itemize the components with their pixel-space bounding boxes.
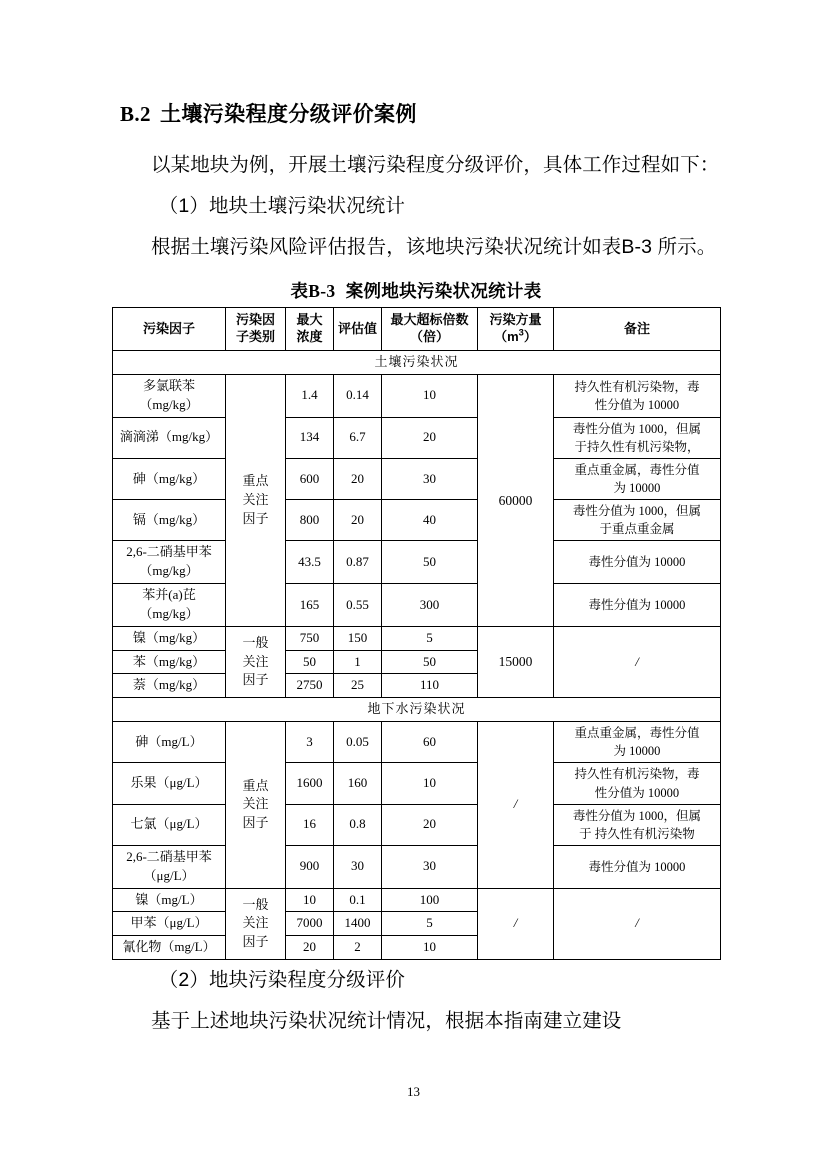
intro-paragraph: 以某地块为例，开展土壤污染程度分级评价，具体工作过程如下： [151, 154, 720, 177]
header-pollution-volume: 污染方量 $(m^3)$ [478, 308, 554, 351]
factor-category-line: 因子 [242, 510, 269, 526]
cell-assessment-value: 0.14 [334, 374, 382, 417]
cell-remark [554, 374, 721, 417]
cell-remark [554, 500, 721, 541]
cell-factor-category [226, 626, 286, 698]
remark-line: / [635, 653, 639, 669]
cell-assessment-value: 160 [334, 763, 382, 804]
factor-name-line: 萘（mg/kg） [132, 677, 206, 693]
cell-factor-name [113, 417, 226, 458]
factor-name-line: 砷（mg/L） [135, 733, 203, 749]
cell-max-concentration: 900 [286, 845, 334, 888]
cell-pollution-volume: / [478, 722, 554, 888]
remark-line: 于 持久性有机污染物 [579, 826, 695, 841]
cell-assessment-value: 150 [334, 626, 382, 650]
cell-factor-name [113, 936, 226, 960]
cell-max-exceedance: 30 [382, 458, 478, 499]
cell-remark [554, 763, 721, 804]
cell-remark [554, 458, 721, 499]
cell-factor-name [113, 888, 226, 912]
table-header-row [113, 308, 721, 351]
page-number: 13 [407, 1084, 420, 1099]
cell-assessment-value: 20 [334, 458, 382, 499]
cell-factor-name [113, 912, 226, 936]
header-assessment-value: 评估值 [334, 308, 382, 351]
header-volume-unit: $(m^3)$ [494, 327, 537, 345]
remark-line: 持久性有机污染物，毒 [574, 379, 700, 394]
cell-max-exceedance: 300 [382, 584, 478, 627]
factor-name-line: 甲苯（μg/L） [130, 915, 208, 931]
remark-line: 为 10000 [613, 744, 661, 759]
factor-category-line: 因子 [242, 934, 269, 950]
factor-category-line: 关注 [242, 653, 269, 669]
table-section-row [113, 351, 721, 375]
remark-line: 毒性分值为 10000 [588, 555, 686, 570]
cell-max-exceedance: 10 [382, 936, 478, 960]
cell-assessment-value: 25 [334, 674, 382, 698]
cell-max-exceedance: 100 [382, 888, 478, 912]
table-row [113, 541, 721, 584]
cell-max-exceedance: 110 [382, 674, 478, 698]
table-row [113, 763, 721, 804]
cell-factor-category [226, 888, 286, 960]
step2-title: （2）地块污染程度分级评价 [158, 969, 405, 992]
cell-factor-name [113, 650, 226, 674]
cell-factor-name [113, 500, 226, 541]
remark-line: 性分值为 10000 [594, 785, 680, 800]
cell-max-concentration: 800 [286, 500, 334, 541]
remark-line: 性分值为 10000 [594, 397, 680, 412]
remark-line: 毒性分值为 1000，但属 [572, 808, 702, 823]
factor-category-line: 因子 [242, 815, 269, 831]
cell-factor-name [113, 374, 226, 417]
cell-assessment-value: 0.8 [334, 804, 382, 845]
cell-factor-name [113, 584, 226, 627]
table-caption [112, 278, 720, 303]
cell-pollution-volume: 60000 [478, 374, 554, 626]
factor-name-line: （mg/kg） [139, 396, 199, 412]
cell-max-concentration: 165 [286, 584, 334, 627]
table-body [113, 351, 721, 960]
cell-max-concentration: 600 [286, 458, 334, 499]
cell-max-exceedance: 5 [382, 912, 478, 936]
step1-body: 根据土壤污染风险评估报告，该地块污染状况统计如表B-3 所示。 [151, 236, 717, 259]
cell-remark [554, 541, 721, 584]
factor-name-line: 乐果（μg/L） [130, 775, 208, 791]
remark-line: 毒性分值为 1000，但属 [572, 504, 702, 519]
cell-max-concentration: 16 [286, 804, 334, 845]
factor-category-line: 因子 [242, 672, 269, 688]
cell-max-concentration: 750 [286, 626, 334, 650]
remark-line: / [635, 915, 639, 931]
table-row [113, 722, 721, 763]
remark-line: 于重点重金属 [599, 522, 675, 537]
cell-max-concentration: 3 [286, 722, 334, 763]
cell-max-exceedance: 60 [382, 722, 478, 763]
factor-name-line: 镉（mg/kg） [132, 511, 206, 527]
pollution-statistics-table [112, 307, 721, 960]
section-number: B.2 [120, 102, 151, 126]
cell-max-exceedance: 50 [382, 541, 478, 584]
cell-pollution-volume: 15000 [478, 626, 554, 698]
cell-assessment-value: 30 [334, 845, 382, 888]
cell-factor-category [226, 374, 286, 626]
cell-max-concentration: 43.5 [286, 541, 334, 584]
table-row [113, 374, 721, 417]
cell-remark [554, 584, 721, 627]
factor-name-line: 苯并(a)芘 [142, 587, 196, 603]
factor-name-line: 镍（mg/kg） [132, 629, 206, 645]
factor-name-line: （mg/kg） [139, 563, 199, 579]
table-row [113, 417, 721, 458]
cell-factor-name [113, 804, 226, 845]
cell-max-exceedance: 40 [382, 500, 478, 541]
factor-name-line: 砷（mg/kg） [132, 470, 206, 486]
table-row [113, 626, 721, 650]
cell-max-concentration: 10 [286, 888, 334, 912]
cell-assessment-value: 20 [334, 500, 382, 541]
cell-factor-name [113, 458, 226, 499]
table-row [113, 804, 721, 845]
factor-name-line: 2,6-二硝基甲苯 [126, 848, 212, 864]
cell-assessment-value: 0.55 [334, 584, 382, 627]
cell-max-exceedance: 20 [382, 804, 478, 845]
cell-max-concentration: 2750 [286, 674, 334, 698]
factor-name-line: （mg/kg） [139, 605, 199, 621]
section-title-text: 土壤污染程度分级评价案例 [159, 103, 417, 126]
factor-name-line: 氰化物（mg/L） [122, 939, 216, 955]
cell-remark [554, 417, 721, 458]
cell-max-concentration: 50 [286, 650, 334, 674]
section-label: 土壤污染状况 [113, 351, 721, 375]
remark-line: 为 10000 [613, 481, 661, 496]
cell-remark [554, 888, 721, 960]
table-row [113, 458, 721, 499]
factor-category-line: 重点 [242, 777, 269, 793]
factor-name-line: 滴滴涕（mg/kg） [119, 429, 219, 445]
cell-assessment-value: 0.87 [334, 541, 382, 584]
cell-assessment-value: 6.7 [334, 417, 382, 458]
header-factor: 污染因子 [113, 308, 226, 351]
remark-line: 于持久性有机污染物， [574, 439, 700, 454]
factor-category-line: 关注 [242, 915, 269, 931]
cell-factor-name [113, 541, 226, 584]
cell-max-concentration: 20 [286, 936, 334, 960]
cell-max-exceedance: 20 [382, 417, 478, 458]
cell-factor-name [113, 722, 226, 763]
factor-category-line: 一般 [242, 634, 269, 650]
factor-category-line: 一般 [242, 896, 269, 912]
factor-name-line: 2,6-二硝基甲苯 [126, 544, 212, 560]
remark-line: 重点重金属，毒性分值 [574, 462, 700, 477]
table-caption-number: 表B-3 [290, 281, 336, 302]
table-row [113, 500, 721, 541]
page-content [112, 100, 720, 1042]
factor-name-line: 镍（mg/L） [135, 891, 203, 907]
remark-line: 毒性分值为 1000，但属 [572, 421, 702, 436]
cell-assessment-value: 1400 [334, 912, 382, 936]
factor-category-line: 重点 [242, 473, 269, 489]
section-label: 地下水污染状况 [113, 698, 721, 722]
cell-max-exceedance: 30 [382, 845, 478, 888]
header-max-concentration: 最大 浓度 [286, 308, 334, 351]
table-row [113, 845, 721, 888]
table-row [113, 888, 721, 912]
remark-line: 毒性分值为 10000 [588, 597, 686, 612]
cell-max-exceedance: 10 [382, 763, 478, 804]
factor-name-line: 七氯（μg/L） [130, 816, 208, 832]
cell-max-exceedance: 50 [382, 650, 478, 674]
cell-max-exceedance: 10 [382, 374, 478, 417]
factor-category-line: 关注 [242, 491, 269, 507]
cell-max-concentration: 7000 [286, 912, 334, 936]
cell-factor-name [113, 626, 226, 650]
cell-pollution-volume: / [478, 888, 554, 960]
header-factor-category: 污染因 子类别 [226, 308, 286, 351]
cell-max-concentration: 1600 [286, 763, 334, 804]
table-row [113, 584, 721, 627]
remark-line: 毒性分值为 10000 [588, 859, 686, 874]
cell-remark [554, 845, 721, 888]
factor-category-line: 关注 [242, 796, 269, 812]
cell-factor-category [226, 722, 286, 888]
cell-factor-name [113, 674, 226, 698]
table-head [113, 308, 721, 351]
factor-name-line: 苯（mg/kg） [132, 653, 206, 669]
page-title [120, 100, 720, 129]
cell-remark [554, 722, 721, 763]
cell-max-concentration: 1.4 [286, 374, 334, 417]
table-section-row [113, 698, 721, 722]
remark-line: 重点重金属，毒性分值 [574, 726, 700, 741]
header-remark: 备注 [554, 308, 721, 351]
cell-assessment-value: 0.1 [334, 888, 382, 912]
cell-remark [554, 626, 721, 698]
step1-title: （1）地块土壤污染状况统计 [158, 195, 405, 218]
cell-remark [554, 804, 721, 845]
cell-assessment-value: 1 [334, 650, 382, 674]
factor-name-line: （μg/L） [143, 867, 195, 883]
cell-factor-name [113, 845, 226, 888]
remark-line: 持久性有机污染物，毒 [574, 767, 700, 782]
header-max-exceedance: 最大超标倍数 （倍） [382, 308, 478, 351]
cell-assessment-value: 0.05 [334, 722, 382, 763]
table-caption-text: 案例地块污染状况统计表 [345, 281, 542, 302]
cell-assessment-value: 2 [334, 936, 382, 960]
step2-body: 基于上述地块污染状况统计情况，根据本指南建立建设 [151, 1010, 622, 1033]
cell-factor-name [113, 763, 226, 804]
cell-max-exceedance: 5 [382, 626, 478, 650]
factor-name-line: 多氯联苯 [142, 377, 195, 393]
cell-max-concentration: 134 [286, 417, 334, 458]
